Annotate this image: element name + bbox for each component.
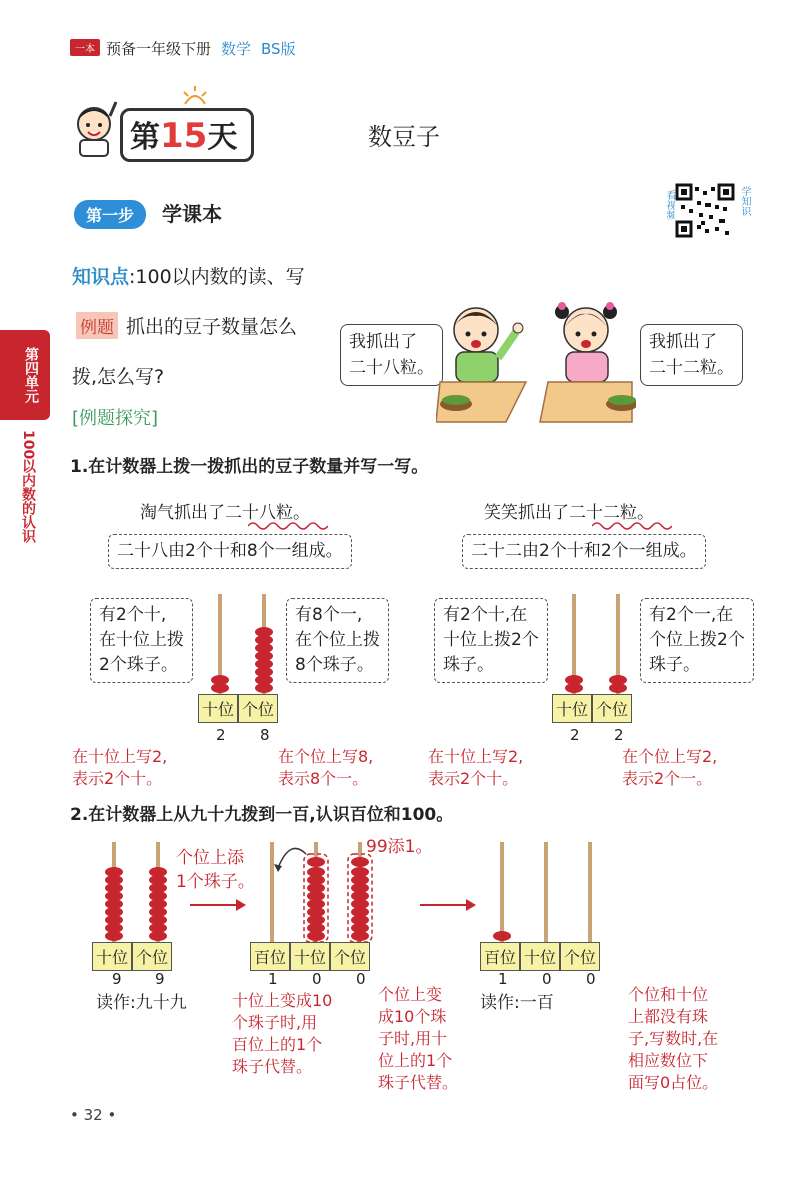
q2-a-place-labels: 十位 个位 xyxy=(92,942,172,971)
q1-left-note-ones: 有8个一, 在个位上拨 8个珠子。 xyxy=(286,598,389,683)
q1-right-note-tens: 有2个十,在 十位上拨2个 珠子。 xyxy=(434,598,548,683)
q2-red-ones: 个位上变 成10个珠 子时,用十 位上的1个 珠子代替。 xyxy=(378,985,459,1092)
q2-a-digit-ones: 9 xyxy=(155,970,165,988)
q2-red-hundred: 个位和十位 上都没有珠 子,写数时,在 相应数位下 面写0占位。 xyxy=(628,985,719,1092)
explore-label: [例题探究] xyxy=(72,408,159,429)
q1-left-digit-tens: 2 xyxy=(216,726,226,744)
unit-topic: 100以内数的认识 xyxy=(20,430,36,544)
q1-right-said: 笑笑抓出了二十二粒。 xyxy=(484,503,654,523)
page-header xyxy=(70,38,296,59)
q1-right-compose: 二十二由2个十和2个一组成。 xyxy=(462,534,706,569)
q2-c-read: 读作:一百 xyxy=(480,993,554,1013)
qr-caption-right: 学知识 xyxy=(739,186,750,216)
step-title: 学课本 xyxy=(162,202,222,226)
girl-speech-bubble: 我抓出了 二十二粒。 xyxy=(640,324,743,386)
day-label: 第15天 xyxy=(130,116,238,156)
step-tag: 第一步 xyxy=(74,200,146,229)
edition-label: BS版 xyxy=(261,40,296,58)
example-line-2: 拨,怎么写? xyxy=(72,366,165,388)
abacus-28 xyxy=(198,590,288,694)
arrow-right-icon xyxy=(420,898,476,912)
question-2-title: 2.在计数器上从九十九拨到一百,认识百位和100。 xyxy=(70,805,454,825)
qr-caption-left: 看视频 xyxy=(664,190,675,220)
page-number: • 32 • xyxy=(70,1106,117,1124)
qr-code-icon[interactable] xyxy=(675,183,735,238)
q1-right-place-labels: 十位 个位 xyxy=(552,694,632,723)
q2-c-digit-hundreds: 1 xyxy=(498,970,508,988)
q2-red-tens: 十位上变成10 个珠子时,用 百位上的1个 珠子代替。 xyxy=(232,991,333,1076)
example-tag: 例题 xyxy=(76,312,118,339)
kids-illustration xyxy=(436,292,636,432)
sun-rays-icon xyxy=(180,86,210,106)
q2-c-place-labels: 百位 十位 个位 xyxy=(480,942,600,971)
example-line-1: 抓出的豆子数量怎么 xyxy=(126,316,298,338)
q1-right-red-ones: 在个位上写2, 表示2个一。 xyxy=(622,747,718,788)
q2-c-digit-ones: 0 xyxy=(586,970,596,988)
q1-left-red-tens: 在十位上写2, 表示2个十。 xyxy=(72,747,168,788)
q2-a-digit-tens: 9 xyxy=(112,970,122,988)
q1-left-note-tens: 有2个十, 在十位上拨 2个珠子。 xyxy=(90,598,193,683)
abacus-99 xyxy=(92,838,182,942)
q1-right-red-tens: 在十位上写2, 表示2个十。 xyxy=(428,747,524,788)
q1-right-digit-ones: 2 xyxy=(614,726,624,744)
abacus-carry xyxy=(250,838,384,942)
lesson-title: 数豆子 xyxy=(368,123,440,151)
brand-logo: 一本 xyxy=(70,39,100,56)
q2-b-place-labels: 百位 十位 个位 xyxy=(250,942,370,971)
q1-left-red-ones: 在个位上写8, 表示8个一。 xyxy=(278,747,374,788)
knowledge-point: 知识点:100以内数的读、写 xyxy=(72,266,305,288)
q2-c-digit-tens: 0 xyxy=(542,970,552,988)
q2-a-read: 读作:九十九 xyxy=(96,993,187,1013)
question-1-title: 1.在计数器上拨一拨抓出的豆子数量并写一写。 xyxy=(70,457,429,477)
q1-right-digit-tens: 2 xyxy=(570,726,580,744)
unit-tab: 第四单元 xyxy=(0,330,50,420)
book-title: 预备一年级下册 xyxy=(106,40,212,58)
q2-b-digit-hundreds: 1 xyxy=(268,970,278,988)
abacus-22 xyxy=(552,590,642,694)
q2-note-99: 99添1。 xyxy=(366,837,433,857)
q2-note-add: 个位上添 1个珠子。 xyxy=(176,848,255,892)
q1-left-digit-ones: 8 xyxy=(260,726,270,744)
q2-b-digit-ones: 0 xyxy=(356,970,366,988)
abacus-100 xyxy=(480,838,614,942)
q1-right-note-ones: 有2个一,在 个位上拨2个 珠子。 xyxy=(640,598,754,683)
wavy-underline-icon xyxy=(248,520,328,534)
q2-b-digit-tens: 0 xyxy=(312,970,322,988)
mascot-icon xyxy=(70,98,120,160)
boy-speech-bubble: 我抓出了 二十八粒。 xyxy=(340,324,443,386)
q1-left-place-labels: 十位 个位 xyxy=(198,694,278,723)
q1-left-compose: 二十八由2个十和8个一组成。 xyxy=(108,534,352,569)
arrow-right-icon xyxy=(190,898,246,912)
wavy-underline-icon xyxy=(592,520,672,534)
subject-label: 数学 xyxy=(221,40,252,58)
q1-left-said: 淘气抓出了二十八粒。 xyxy=(140,503,310,523)
